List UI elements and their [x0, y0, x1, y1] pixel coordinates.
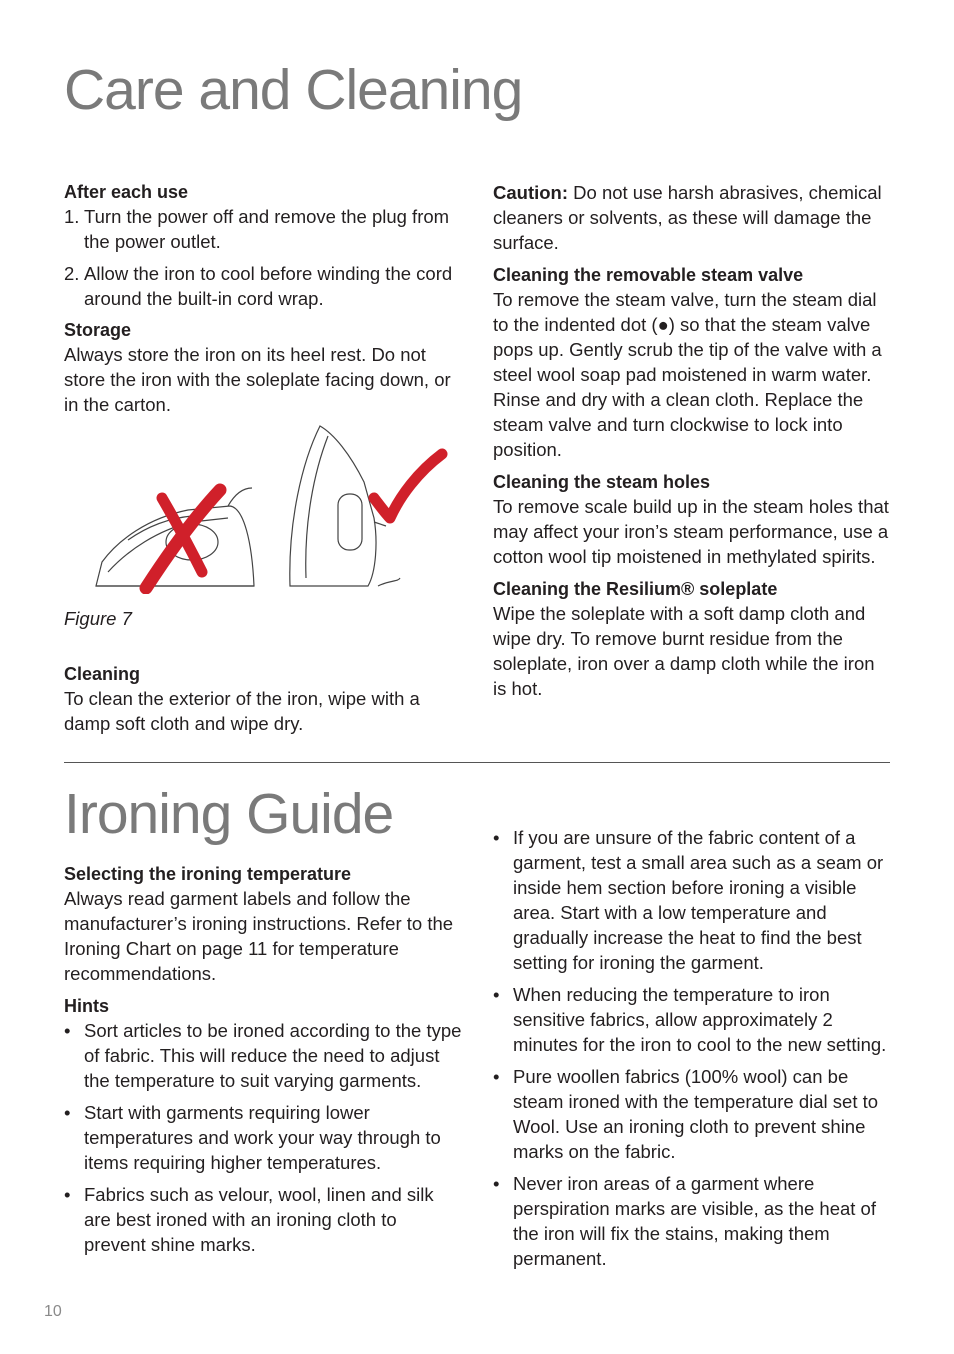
storage-text: Always store the iron on its heel rest. Do not store the iron with the soleplate facing down, or in the carton.	[64, 344, 451, 415]
steam-holes-text: To remove scale build up in the steam holes that may affect your iron’s steam performance, use a cotton wool tip moistened in methylated spirits.	[493, 496, 889, 567]
list-item	[64, 261, 462, 311]
caution-text: Do not use harsh abrasives, chemical cleaners or solvents, as these will damage the surface.	[493, 182, 882, 253]
list-item: • When reducing the temperature to iron sensitive fabrics, allow approximately 2 minutes for the iron to cool to the new setting.	[493, 982, 889, 1057]
step-text: Turn the power off and remove the plug from the power outlet.	[84, 206, 450, 252]
step-number: 1.	[64, 206, 80, 227]
soleplate-text: Wipe the soleplate with a soft damp cloth and wipe dry. To remove burnt residue from the soleplate, iron over a damp cloth while the iron is hot.	[493, 603, 875, 699]
page-title: Care and Cleaning	[64, 58, 523, 122]
ironing-left-column	[64, 862, 462, 1264]
list-item: • Fabrics such as velour, wool, linen and silk are best ironed with an ironing cloth to prevent shine marks.	[64, 1182, 462, 1257]
list-item	[64, 204, 462, 254]
cleaning-text: To clean the exterior of the iron, wipe with a damp soft cloth and wipe dry.	[64, 688, 420, 734]
selecting-heading: Selecting the ironing temperature	[64, 864, 352, 884]
care-right-column	[493, 180, 893, 701]
ironing-right-column	[493, 825, 889, 1278]
steam-valve-text: To remove the steam valve, turn the steam dial to the indented dot (●) so that the steam valve pops up. Gently scrub the tip of the valve with a steel wool soap pad moistened in warm water. Rinse and dry with a clean cloth. Replace the steam valve and turn clockwise to lock into position.	[493, 289, 882, 460]
list-item: • Sort articles to be ironed according to the type of fabric. This will reduce the need to adjust the temperature to suit varying garments.	[64, 1018, 462, 1093]
list-item: • Start with garments requiring lower temperatures and work your way through to items requiring higher temperatures.	[64, 1100, 462, 1175]
check-mark-icon	[374, 454, 442, 518]
selecting-text: Always read garment labels and follow the manufacturer’s ironing instructions. Refer to the Ironing Chart on page 11 for temperature recommendations.	[64, 888, 454, 984]
list-item: • Pure woollen fabrics (100% wool) can be steam ironed with the temperature dial set to Wool. Use an ironing cloth to prevent shine marks on the fabric.	[493, 1064, 889, 1164]
step-text: Allow the iron to cool before winding the cord around the built-in cord wrap.	[84, 263, 453, 309]
caution-paragraph	[493, 180, 893, 255]
step-number: 2.	[64, 263, 80, 284]
cross-mark-icon	[146, 490, 220, 588]
page-number: 10	[44, 1303, 62, 1320]
after-use-steps	[64, 204, 462, 311]
cleaning-section	[64, 662, 462, 736]
caution-label: Caution:	[493, 182, 569, 203]
storage-heading: Storage	[64, 320, 132, 340]
steam-holes-heading: Cleaning the steam holes	[493, 472, 711, 492]
figure-7-illustration	[88, 422, 460, 594]
figure-caption: Figure 7	[64, 608, 132, 629]
steam-valve-heading: Cleaning the removable steam valve	[493, 265, 804, 285]
section-divider	[64, 762, 890, 763]
section-title: Ironing Guide	[64, 782, 394, 846]
list-item: • If you are unsure of the fabric content of a garment, test a small area such as a seam or inside hem section before ironing a visible area. Start with a low temperature and gradually increase the heat to find the best setting for ironing the garment.	[493, 825, 889, 975]
after-use-heading: After each use	[64, 182, 189, 202]
cleaning-heading: Cleaning	[64, 664, 141, 684]
hints-list-continued	[493, 825, 889, 1271]
care-left-column	[64, 180, 462, 417]
soleplate-heading: Cleaning the Resilium® soleplate	[493, 579, 778, 599]
list-item: • Never iron areas of a garment where perspiration marks are visible, as the heat of the iron will fix the stains, making them permanent.	[493, 1171, 889, 1271]
hints-list	[64, 1018, 462, 1257]
hints-heading: Hints	[64, 996, 109, 1016]
